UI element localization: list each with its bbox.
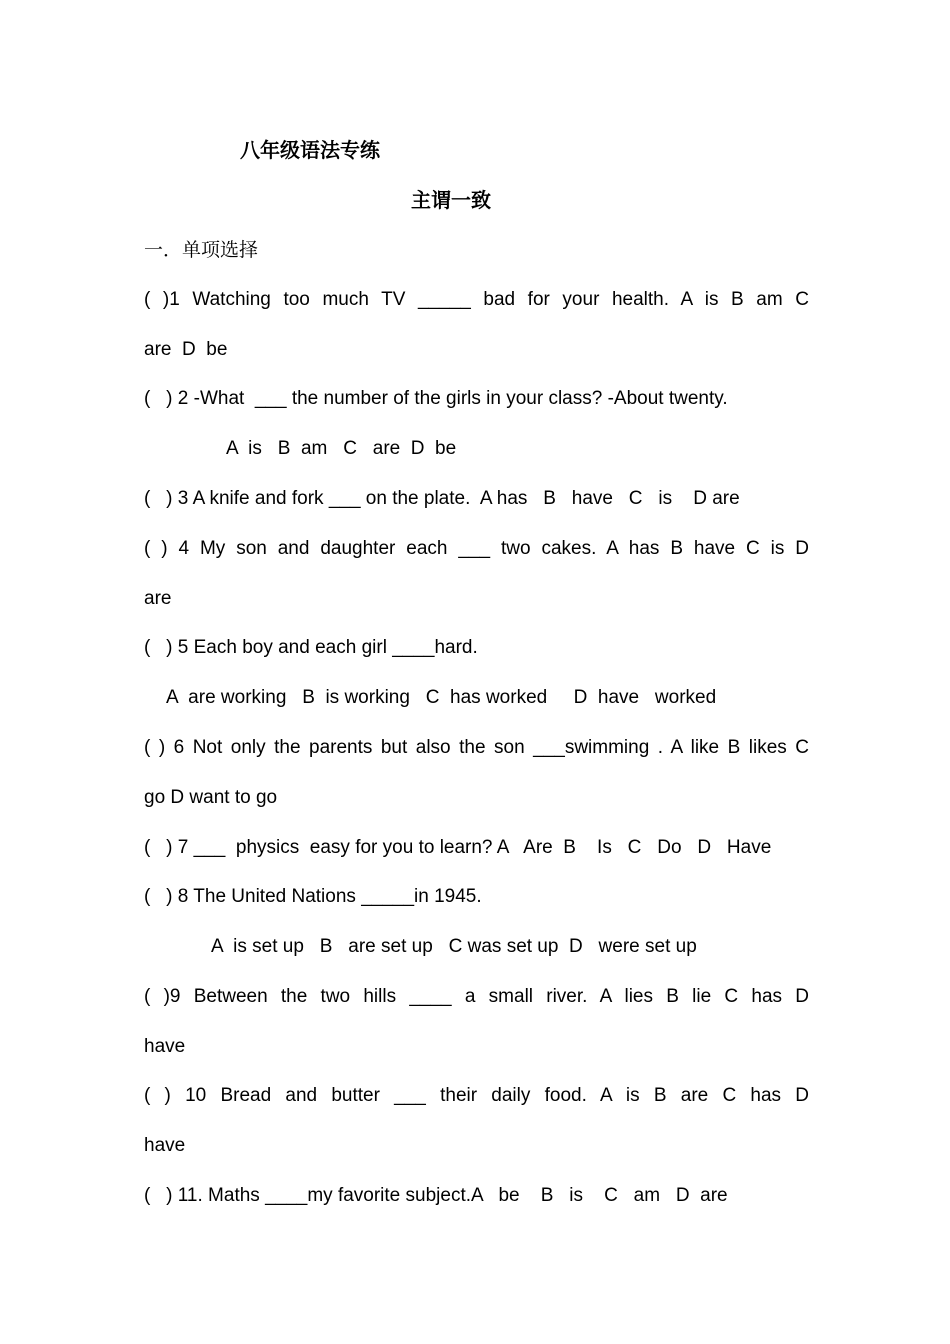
- section-heading: 一．单项选择: [144, 239, 259, 261]
- question-1-line-1: ( )1 Watching too much TV _____ bad for your health. A is B am C: [144, 289, 809, 310]
- question-3-line: ( ) 3 A knife and fork ___ on the plate. A has B have C is D are: [144, 488, 740, 509]
- question-7-line: ( ) 7 ___ physics easy for you to learn? A Are B Is C Do D Have: [144, 837, 772, 858]
- question-11-line: ( ) 11. Maths ____my favorite subject.A be B is C am D are: [144, 1185, 728, 1206]
- question-10-line-1: ( ) 10 Bread and butter ___ their daily food. A is B are C has D: [144, 1085, 809, 1106]
- question-9-line-1: ( )9 Between the two hills ____ a small river. A lies B lie C has D: [144, 986, 809, 1007]
- question-6-line-1: ( ) 6 Not only the parents but also the son ___swimming . A like B likes C: [144, 737, 809, 758]
- question-2-options: A is B am C are D be: [226, 438, 457, 459]
- question-9-line-2: have: [144, 1036, 186, 1057]
- question-6-line-2: go D want to go: [144, 787, 278, 808]
- question-5-options: A are working B is working C has worked D have worked: [166, 687, 717, 708]
- question-5-line: ( ) 5 Each boy and each girl ____hard.: [144, 637, 478, 658]
- question-10-line-2: have: [144, 1135, 186, 1156]
- question-8-options: A is set up B are set up C was set up D were set up: [211, 936, 697, 957]
- question-4-line-1: ( ) 4 My son and daughter each ___ two cakes. A has B have C is D: [144, 538, 809, 559]
- question-8-line: ( ) 8 The United Nations _____in 1945.: [144, 886, 482, 907]
- question-1-line-2: are D be: [144, 339, 228, 360]
- question-4-line-2: are: [144, 588, 172, 609]
- document-title: 八年级语法专练: [240, 138, 380, 162]
- document-subtitle: 主谓一致: [411, 188, 491, 212]
- question-2-line-1: ( ) 2 -What ___ the number of the girls in your class? -About twenty.: [144, 388, 728, 409]
